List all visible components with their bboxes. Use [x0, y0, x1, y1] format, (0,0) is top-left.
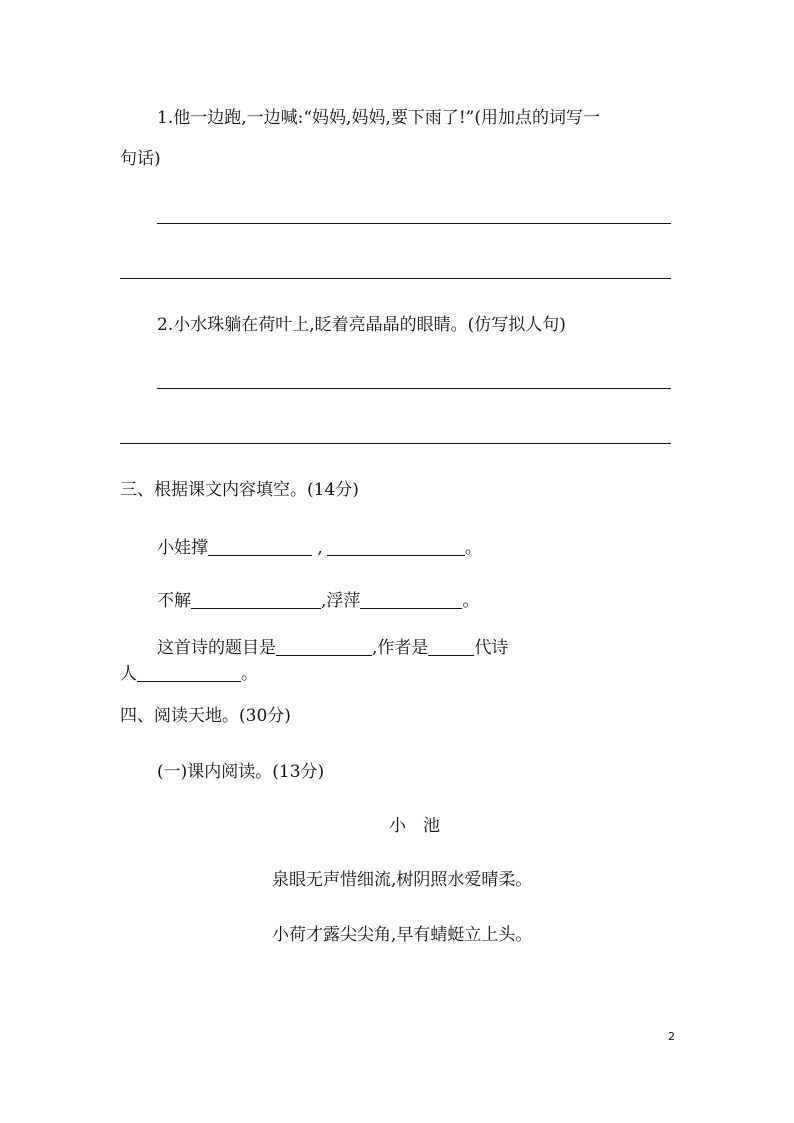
question-2-text: 2.小水珠躺在荷叶上,眨着亮晶晶的眼睛。(仿写拟人句): [157, 315, 566, 335]
section-three-heading: 三、根据课文内容填空。(14分): [120, 480, 359, 500]
reading-sub-heading: (一)课内阅读。(13分): [157, 762, 325, 782]
section-four-heading: 四、阅读天地。(30分): [120, 706, 291, 726]
answer-line-2b[interactable]: [120, 443, 671, 444]
fill-row-1: [157, 538, 482, 557]
blank-4[interactable]: [360, 591, 462, 609]
answer-line-1a[interactable]: [157, 223, 671, 224]
poem-line-2: 小荷才露尖尖角,早有蜻蜓立上头。: [272, 925, 533, 945]
fill-row-3-continued: [120, 664, 258, 683]
blank-5[interactable]: [276, 638, 372, 656]
question-1-text: 1.他一边跑,一边喊:“妈妈,妈妈,要下雨了!”(用加点的词写一: [157, 108, 601, 128]
fill-row-2-separator: ,浮萍: [321, 591, 361, 611]
poem-line-1: 泉眼无声惜细流,树阴照水爱晴柔。: [272, 870, 533, 890]
fill-row-3-end: 。: [241, 664, 258, 684]
page-number: 2: [668, 1030, 675, 1043]
fill-row-3: [157, 638, 508, 657]
answer-line-2a[interactable]: [157, 388, 671, 389]
fill-row-2-end: 。: [462, 591, 480, 611]
question-1-text-continued: 句话): [120, 149, 161, 169]
fill-row-3-line2-label: 人: [120, 664, 137, 684]
fill-row-2-label: 不解: [157, 591, 191, 611]
fill-row-3-tail: 代诗: [474, 638, 509, 658]
blank-6[interactable]: [428, 638, 474, 656]
fill-row-3-label: 这首诗的题目是: [157, 638, 276, 658]
blank-1[interactable]: [208, 538, 312, 556]
fill-row-1-separator: ,: [312, 538, 323, 558]
blank-7[interactable]: [137, 664, 241, 682]
blank-3[interactable]: [191, 591, 321, 609]
fill-row-2: [157, 591, 479, 610]
fill-row-3-middle: ,作者是: [372, 638, 429, 658]
poem-title: 小 池: [389, 816, 440, 836]
fill-row-1-label: 小娃撑: [157, 538, 208, 558]
answer-line-1b[interactable]: [120, 278, 671, 279]
blank-2[interactable]: [327, 538, 465, 556]
fill-row-1-end: 。: [464, 538, 482, 558]
